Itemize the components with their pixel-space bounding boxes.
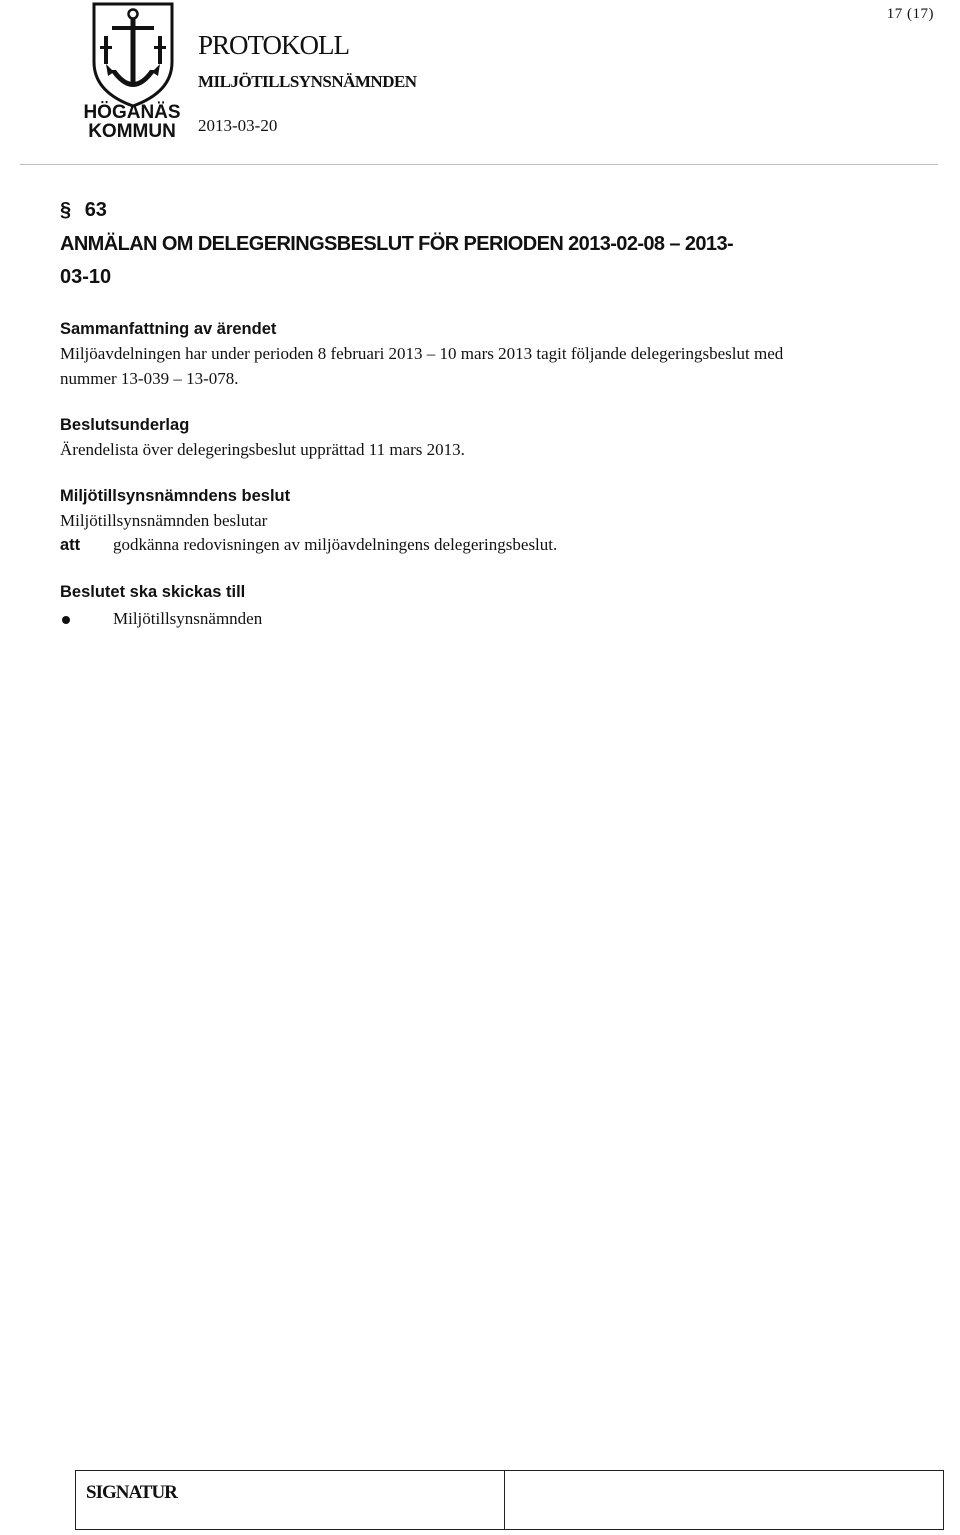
item-title-line2: 03-10: [60, 266, 112, 288]
signature-box: [75, 1470, 944, 1530]
basis-text: Ärendelista över delegeringsbeslut upprättad 11 mars 2013.: [60, 440, 465, 459]
section-symbol: §: [60, 199, 72, 221]
item-number-heading: [60, 199, 107, 222]
distribution-heading: Beslutet ska skickas till: [60, 583, 246, 601]
page-number: 17 (17): [886, 6, 934, 22]
summary-heading: Sammanfattning av ärendet: [60, 320, 277, 338]
meeting-date: 2013-03-20: [198, 116, 278, 135]
item-title-line1: ANMÄLAN OM DELEGERINGSBESLUT FÖR PERIODEN 2013-02-08 – 2013-: [60, 233, 734, 255]
document-title: PROTOKOLL: [198, 30, 350, 60]
logo-text-hoganas: HÖGANÄS: [83, 102, 181, 123]
summary-text-line1: Miljöavdelningen har under perioden 8 februari 2013 – 10 mars 2013 tagit följande delegeringsbeslut med: [60, 344, 784, 363]
item-number: 63: [84, 199, 107, 221]
signature-divider: [504, 1471, 505, 1529]
signature-label: SIGNATUR: [86, 1482, 177, 1503]
committee-name: MILJÖTILLSYNSNÄMNDEN: [198, 72, 417, 91]
logo-text-kommun: KOMMUN: [88, 121, 176, 140]
basis-heading: Beslutsunderlag: [60, 416, 190, 434]
distribution-recipient: Miljötillsynsnämnden: [113, 609, 263, 628]
decision-att-text: godkänna redovisningen av miljöavdelningens delegeringsbeslut.: [113, 535, 558, 554]
bullet-icon: [62, 616, 70, 624]
header-divider: [20, 164, 938, 165]
decision-intro: Miljötillsynsnämnden beslutar: [60, 511, 268, 530]
decision-att-label: att: [60, 536, 81, 554]
decision-heading: Miljötillsynsnämndens beslut: [60, 487, 291, 505]
hoganas-kommun-logo: [80, 0, 184, 140]
summary-text-line2: nummer 13-039 – 13-078.: [60, 369, 239, 388]
